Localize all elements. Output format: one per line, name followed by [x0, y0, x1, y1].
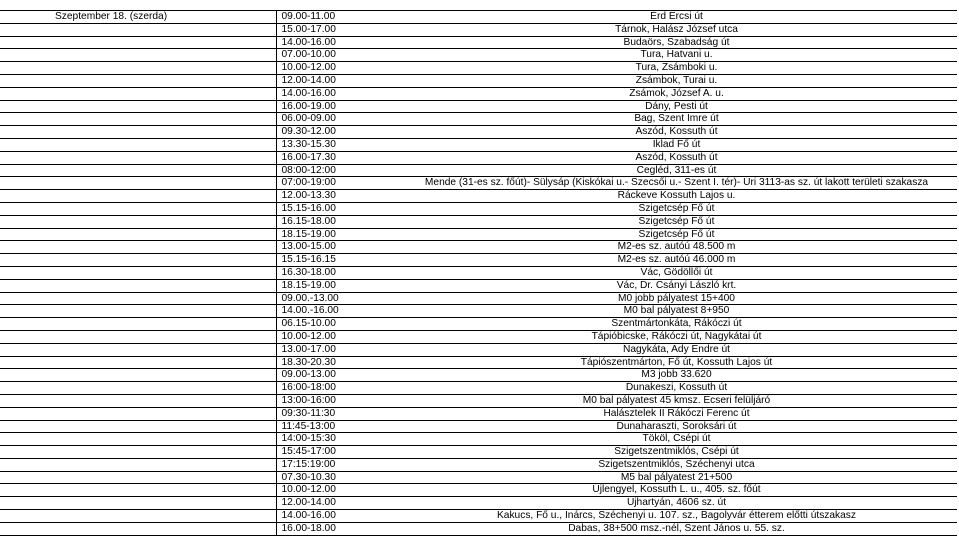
table-row: [0, 228, 957, 241]
day-cell-empty: [0, 190, 276, 203]
location-text: Vác, Dr. Csányi László krt.: [616, 279, 737, 291]
location-text: M5 bal pályatest 21+500: [620, 471, 733, 483]
day-cell-empty: [0, 433, 276, 446]
day-cell-empty: [0, 36, 276, 49]
table-row: [0, 151, 957, 164]
location-text: Ráckeve Kossuth Lajos u.: [617, 190, 736, 202]
time-cell: 06.00-09.00: [276, 113, 396, 126]
day-cell-empty: [0, 510, 276, 523]
location-text: Vác, Gödöllői út: [640, 266, 713, 278]
day-cell-empty: [0, 23, 276, 36]
time-cell: 15.15-16.15: [276, 254, 396, 267]
table-row: [0, 510, 957, 523]
table-row: [0, 62, 957, 75]
table-row: [0, 497, 957, 510]
day-cell-empty: [0, 100, 276, 113]
day-cell-empty: [0, 138, 276, 151]
day-cell-empty: [0, 522, 276, 535]
day-cell-empty: [0, 497, 276, 510]
location-text: Aszód, Kossuth út: [635, 151, 718, 163]
location-cell: [396, 458, 957, 471]
time-cell: 12.00-14.00: [276, 497, 396, 510]
time-cell: 07.30-10.30: [276, 471, 396, 484]
location-text: M2-es sz. autóú 46.000 m: [617, 254, 736, 266]
time-cell: 08:00-12:00: [276, 164, 396, 177]
table-row: [0, 254, 957, 267]
day-cell-empty: [0, 446, 276, 459]
location-text: M0 jobb pályatest 15+400: [618, 292, 735, 304]
location-text: Zsámbok, Turai u.: [635, 74, 718, 86]
location-cell: [396, 151, 957, 164]
day-cell-empty: [0, 279, 276, 292]
day-cell-empty: [0, 113, 276, 126]
location-text: M0 bal pályatest 45 kmsz. Ecseri felüljáró: [582, 394, 771, 406]
location-text: Dunakeszi, Kossuth út: [625, 382, 728, 394]
location-text: Szentmártonkáta, Rákóczi út: [611, 318, 742, 330]
location-text: Ujhartyán, 4606 sz. út: [626, 497, 727, 509]
time-cell: 13:00-16:00: [276, 394, 396, 407]
location-cell: [396, 74, 957, 87]
day-cell-empty: [0, 49, 276, 62]
location-cell: [396, 177, 957, 190]
day-cell-empty: [0, 484, 276, 497]
day-cell-empty: [0, 343, 276, 356]
day-cell-empty: [0, 151, 276, 164]
time-cell: 15.15-16.00: [276, 202, 396, 215]
time-cell: 10.00-12.00: [276, 62, 396, 75]
table-row: [0, 356, 957, 369]
location-text: Szigetszentmiklós, Csépi út: [614, 446, 739, 458]
location-cell: [396, 510, 957, 523]
table-row: [0, 23, 957, 36]
table-row: [0, 446, 957, 459]
table-row: [0, 330, 957, 343]
table-row: [0, 420, 957, 433]
table-row: [0, 164, 957, 177]
table-row: [0, 202, 957, 215]
location-cell: [396, 382, 957, 395]
day-cell-empty: [0, 241, 276, 254]
location-cell: [396, 23, 957, 36]
day-cell-empty: [0, 202, 276, 215]
table-row: [0, 36, 957, 49]
location-cell: [396, 420, 957, 433]
day-cell-empty: [0, 266, 276, 279]
location-cell: [396, 497, 957, 510]
location-text: Újlengyel, Kossuth L. u., 405. sz. főút: [592, 484, 761, 496]
day-cell-empty: [0, 420, 276, 433]
time-cell: 09.30-12.00: [276, 126, 396, 139]
table-row: [0, 49, 957, 62]
location-cell: [396, 254, 957, 267]
location-text: Tura, Hatvani u.: [640, 49, 713, 61]
table-row: [0, 87, 957, 100]
location-cell: [396, 343, 957, 356]
location-cell: [396, 49, 957, 62]
time-cell: 09:30-11:30: [276, 407, 396, 420]
day-cell-empty: [0, 164, 276, 177]
day-cell-empty: [0, 305, 276, 318]
day-cell-empty: [0, 369, 276, 382]
table-row: [0, 471, 957, 484]
table-row: [0, 138, 957, 151]
table-row: [0, 369, 957, 382]
day-cell: Szeptember 18. (szerda): [0, 11, 276, 24]
day-cell-empty: [0, 254, 276, 267]
location-text: Budaörs, Szabadság út: [623, 36, 730, 48]
location-cell: [396, 62, 957, 75]
time-cell: 11:45-13:00: [276, 420, 396, 433]
location-text: Tárnok, Halász József utca: [615, 23, 738, 35]
day-cell-empty: [0, 177, 276, 190]
location-text: Halásztelek II Rákóczi Ferenc út: [603, 407, 750, 419]
day-cell-empty: [0, 394, 276, 407]
time-cell: 18.15-19.00: [276, 279, 396, 292]
table-row: [0, 433, 957, 446]
location-text: M0 bal pályatest 8+950: [623, 305, 730, 317]
table-row: [0, 382, 957, 395]
location-cell: [396, 126, 957, 139]
time-cell: 06.15-10.00: [276, 318, 396, 331]
table-row: [0, 126, 957, 139]
location-cell: [396, 87, 957, 100]
location-text: Dány, Pesti út: [645, 100, 708, 112]
location-cell: [396, 241, 957, 254]
time-cell: 09.00-13.00: [276, 369, 396, 382]
day-cell-empty: [0, 87, 276, 100]
time-cell: 16.15-18.00: [276, 215, 396, 228]
table-row: [0, 74, 957, 87]
location-cell: [396, 522, 957, 535]
time-cell: 18.15-19.00: [276, 228, 396, 241]
location-cell: [396, 190, 957, 203]
location-text: Kakucs, Fő u., Inárcs, Széchenyi u. 107. sz., Bagolyvár étterem előtti útszakasz: [497, 510, 856, 522]
location-cell: [396, 138, 957, 151]
day-cell-empty: [0, 126, 276, 139]
location-text: Szigetcsép Fő út: [638, 228, 715, 240]
table-row: [0, 458, 957, 471]
schedule-rows: [0, 11, 957, 536]
table-row: [0, 100, 957, 113]
location-text: Tápiószentmárton, Fő út, Kossuth Lajos út: [580, 356, 773, 368]
location-text: Cegléd, 311-es út: [636, 164, 717, 176]
location-text: Mende (31-es sz. főút)- Sülysáp (Kiskókai u.- Szecsői u.- Szent I. tér)- Úri 3113-as sz. út lakott területi szakasza: [424, 177, 929, 189]
time-cell: 15:45-17:00: [276, 446, 396, 459]
table-row: [0, 522, 957, 535]
table-row: [0, 279, 957, 292]
location-text: Dabas, 38+500 msz.-nél, Szent János u. 55. sz.: [568, 522, 785, 534]
location-cell: [396, 356, 957, 369]
location-cell: [396, 202, 957, 215]
table-row: [0, 292, 957, 305]
day-cell-empty: [0, 292, 276, 305]
location-cell: [396, 228, 957, 241]
location-text: M3 jobb 33.620: [641, 369, 712, 381]
location-text: Nagykáta, Ady Endre út: [622, 343, 731, 355]
time-cell: 16.00-18.00: [276, 522, 396, 535]
table-row: [0, 394, 957, 407]
location-cell: [396, 407, 957, 420]
location-cell: [396, 394, 957, 407]
location-text: Tápióbicske, Rákóczi út, Nagykátai út: [591, 330, 762, 342]
location-cell: [396, 36, 957, 49]
time-cell: 14.00-16.00: [276, 36, 396, 49]
table-row: [0, 190, 957, 203]
location-cell: [396, 215, 957, 228]
time-cell: 10.00-12.00: [276, 484, 396, 497]
time-cell: 12.00-14.00: [276, 74, 396, 87]
location-text: M2-es sz. autóú 48.500 m: [617, 241, 736, 253]
location-cell: [396, 318, 957, 331]
table-row: [0, 215, 957, 228]
location-text: Iklad Fő út: [652, 138, 701, 150]
day-cell-empty: [0, 74, 276, 87]
location-cell: [396, 100, 957, 113]
table-row: [0, 407, 957, 420]
location-cell: [396, 433, 957, 446]
location-cell: [396, 484, 957, 497]
table-row: [0, 305, 957, 318]
time-cell: 14.00-16.00: [276, 87, 396, 100]
day-cell-empty: [0, 215, 276, 228]
table-row: [0, 484, 957, 497]
time-cell: 09.00-11.00: [276, 11, 396, 24]
location-cell: [396, 305, 957, 318]
time-cell: 13.30-15.30: [276, 138, 396, 151]
table-row: [0, 177, 957, 190]
location-text: Tököl, Csépi út: [642, 433, 711, 445]
location-cell: [396, 279, 957, 292]
table-row: [0, 241, 957, 254]
day-cell-empty: [0, 330, 276, 343]
time-cell: 07.00-10.00: [276, 49, 396, 62]
time-cell: 12.00-13.30: [276, 190, 396, 203]
time-cell: 14.00-16.00: [276, 510, 396, 523]
day-cell-empty: [0, 471, 276, 484]
day-cell-empty: [0, 62, 276, 75]
time-cell: 16:00-18:00: [276, 382, 396, 395]
location-cell: [396, 446, 957, 459]
time-cell: 15.00-17.00: [276, 23, 396, 36]
location-cell: [396, 369, 957, 382]
day-cell-empty: [0, 228, 276, 241]
time-cell: 16.00-19.00: [276, 100, 396, 113]
location-cell: [396, 164, 957, 177]
time-cell: 16.30-18.00: [276, 266, 396, 279]
time-cell: 07:00-19:00: [276, 177, 396, 190]
location-text: Dunaharaszti, Soroksári út: [616, 420, 737, 432]
location-text: Szigetcsép Fő út: [638, 215, 715, 227]
time-cell: 14.00.-16.00: [276, 305, 396, 318]
location-text: Bag, Szent Imre út: [634, 113, 719, 125]
day-cell-empty: [0, 318, 276, 331]
day-cell-empty: [0, 356, 276, 369]
table-row: [0, 113, 957, 126]
time-cell: 14:00-15:30: [276, 433, 396, 446]
time-cell: 17:15:19:00: [276, 458, 396, 471]
time-cell: 10.00-12.00: [276, 330, 396, 343]
location-cell: [396, 471, 957, 484]
table-row: [0, 343, 957, 356]
table-row: [0, 11, 957, 24]
time-cell: 13.00-15.00: [276, 241, 396, 254]
table-row: [0, 318, 957, 331]
time-cell: 09.00.-13.00: [276, 292, 396, 305]
location-cell: [396, 266, 957, 279]
day-cell-empty: [0, 458, 276, 471]
day-cell-empty: [0, 407, 276, 420]
location-text: Aszód, Kossuth út: [635, 126, 718, 138]
location-text: Szigetcsép Fő út: [638, 202, 715, 214]
table-row: [0, 266, 957, 279]
location-text: Tura, Zsámboki u.: [635, 62, 718, 74]
location-cell: [396, 292, 957, 305]
time-cell: 13.00-17.00: [276, 343, 396, 356]
location-cell: [396, 11, 957, 24]
day-cell-empty: [0, 382, 276, 395]
speed-camera-schedule-table: [0, 10, 957, 536]
time-cell: 16.00-17.30: [276, 151, 396, 164]
location-cell: [396, 330, 957, 343]
location-text: Zsámok, József A. u.: [629, 87, 724, 99]
location-cell: [396, 113, 957, 126]
location-text: Érd Ercsi út: [650, 11, 703, 22]
time-cell: 18.30-20.30: [276, 356, 396, 369]
location-text: Szigetszentmiklós, Széchenyi utca: [598, 458, 755, 470]
